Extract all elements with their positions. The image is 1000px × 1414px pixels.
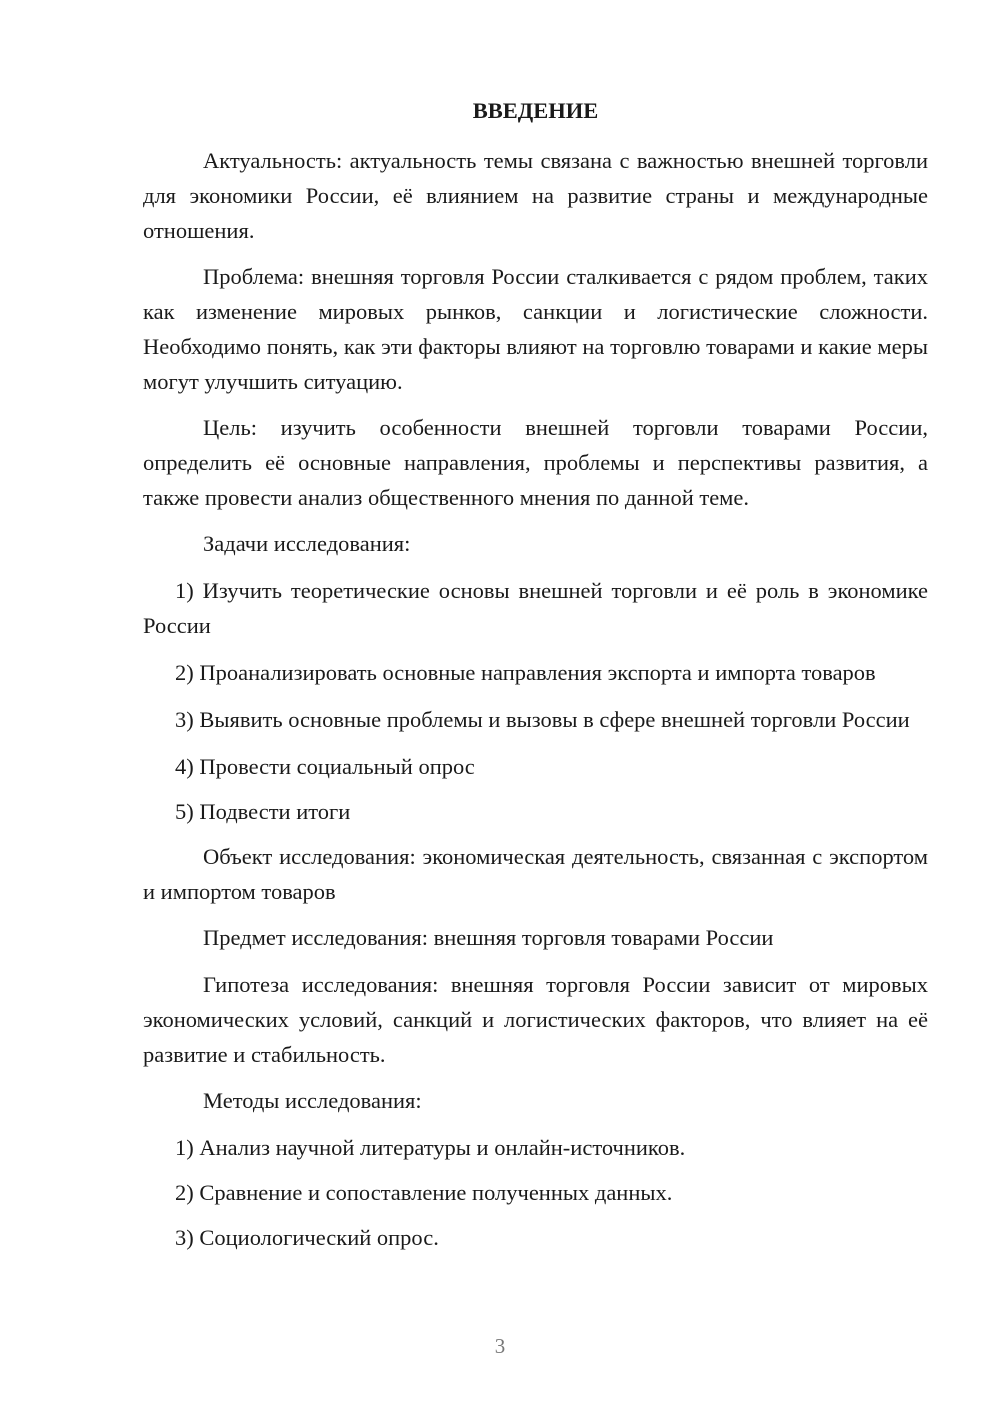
task-item-3: 3) Выявить основные проблемы и вызовы в сфере внешней торговли России — [175, 707, 910, 732]
task-item-1: 1) Изучить теоретические основы внешней торговли и её роль в экономике России — [143, 578, 928, 638]
hypothesis-paragraph: Гипотеза исследования: внешняя торговля России зависит от мировых экономических условий, санкций и логистических факторов, что влияет на её развитие и стабильность. — [143, 972, 928, 1067]
methods-heading: Методы исследования: — [203, 1088, 422, 1113]
page-number: 3 — [494, 1334, 506, 1358]
object-paragraph: Объект исследования: экономическая деятельность, связанная с экспортом и импортом товаров — [143, 844, 928, 904]
tasks-heading: Задачи исследования: — [203, 531, 411, 556]
document-body — [143, 95, 928, 1265]
task-item-2: 2) Проанализировать основные направления экспорта и импорта товаров — [175, 660, 876, 685]
subject-paragraph: Предмет исследования: внешняя торговля товарами России — [203, 925, 774, 950]
relevance-paragraph: Актуальность: актуальность темы связана с важностью внешней торговли для экономики России, её влиянием на развитие страны и международные отношения. — [143, 148, 928, 243]
page-title: ВВЕДЕНИЕ — [472, 98, 599, 123]
goal-paragraph: Цель: изучить особенности внешней торговли товарами России, определить её основные направления, проблемы и перспективы развития, а также провести анализ общественного мнения по данной теме. — [143, 415, 928, 510]
task-item-5: 5) Подвести итоги — [175, 799, 351, 824]
method-item-3: 3) Социологический опрос. — [175, 1225, 439, 1250]
method-item-2: 2) Сравнение и сопоставление полученных данных. — [175, 1180, 673, 1205]
method-item-1: 1) Анализ научной литературы и онлайн-источников. — [175, 1135, 686, 1160]
problem-paragraph: Проблема: внешняя торговля России сталкивается с рядом проблем, таких как изменение мировых рынков, санкции и логистические сложности. Необходимо понять, как эти факторы влияют на торговлю товарами и какие меры могут улучшить ситуацию. — [143, 264, 928, 394]
task-item-4: 4) Провести социальный опрос — [175, 754, 475, 779]
